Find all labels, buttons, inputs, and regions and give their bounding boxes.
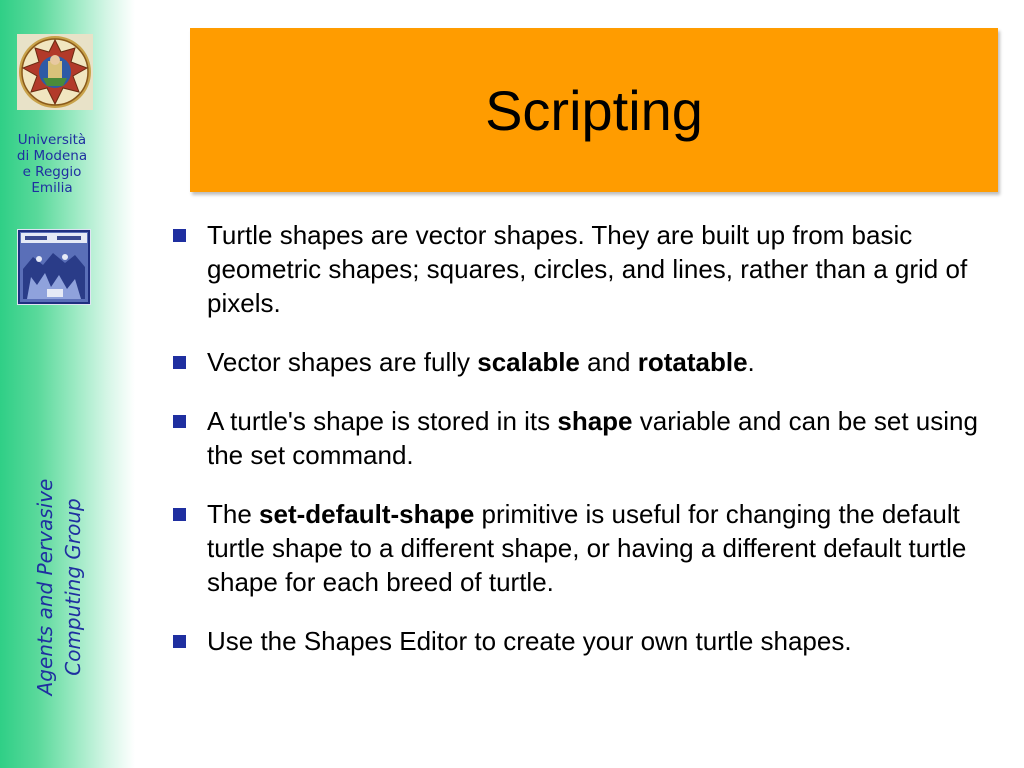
square-bullet-icon: [173, 415, 186, 428]
square-bullet-icon: [173, 356, 186, 369]
bullet-text: [207, 499, 966, 597]
bullet-item: [170, 345, 1000, 379]
bullet-text: [207, 347, 755, 377]
text-run: Use the Shapes Editor to create your own turtle shapes.: [207, 626, 852, 656]
university-line: Università: [17, 132, 87, 148]
university-line: e Reggio: [22, 164, 82, 180]
slide-title: Scripting: [485, 78, 703, 142]
group-line: Computing Group: [61, 498, 85, 676]
bold-term: shape: [557, 406, 633, 436]
woodcut-illustration-icon: [17, 229, 91, 305]
bold-term: rotatable: [637, 347, 748, 377]
text-run: The: [207, 499, 260, 529]
bullet-text: [207, 220, 967, 318]
university-line: di Modena: [16, 148, 88, 164]
square-bullet-icon: [173, 635, 186, 648]
group-line: Agents and Pervasive: [33, 478, 57, 696]
bullet-item: [170, 624, 1000, 658]
bullet-list: [170, 218, 1000, 683]
title-box: [190, 28, 998, 192]
bullet-item: [170, 218, 1000, 320]
text-run: Turtle shapes are vector shapes. They are built up from basic geometric shapes; squares, circles, and lines, rather than a grid of pixels.: [207, 220, 968, 318]
bold-term: scalable: [477, 347, 580, 377]
bullet-text: [207, 406, 978, 470]
bullet-item: [170, 497, 1000, 599]
university-line: Emilia: [31, 180, 73, 196]
bullet-item: [170, 404, 1000, 472]
university-seal-icon: [17, 34, 93, 110]
text-run: .: [747, 347, 755, 377]
text-run: A turtle's shape is stored in its: [207, 406, 558, 436]
group-name: [31, 457, 87, 717]
bullet-text: [207, 626, 852, 656]
text-run: Vector shapes are fully: [207, 347, 478, 377]
bold-term: set-default-shape: [259, 499, 475, 529]
square-bullet-icon: [173, 508, 186, 521]
university-name: [0, 132, 104, 196]
square-bullet-icon: [173, 229, 186, 242]
text-run: and: [579, 347, 638, 377]
text-run: variable and can be set using the set command.: [207, 406, 978, 470]
text-run: primitive is useful for changing the default turtle shape to a different shape, or having a different default turtle shape for each breed of turtle.: [207, 499, 967, 597]
